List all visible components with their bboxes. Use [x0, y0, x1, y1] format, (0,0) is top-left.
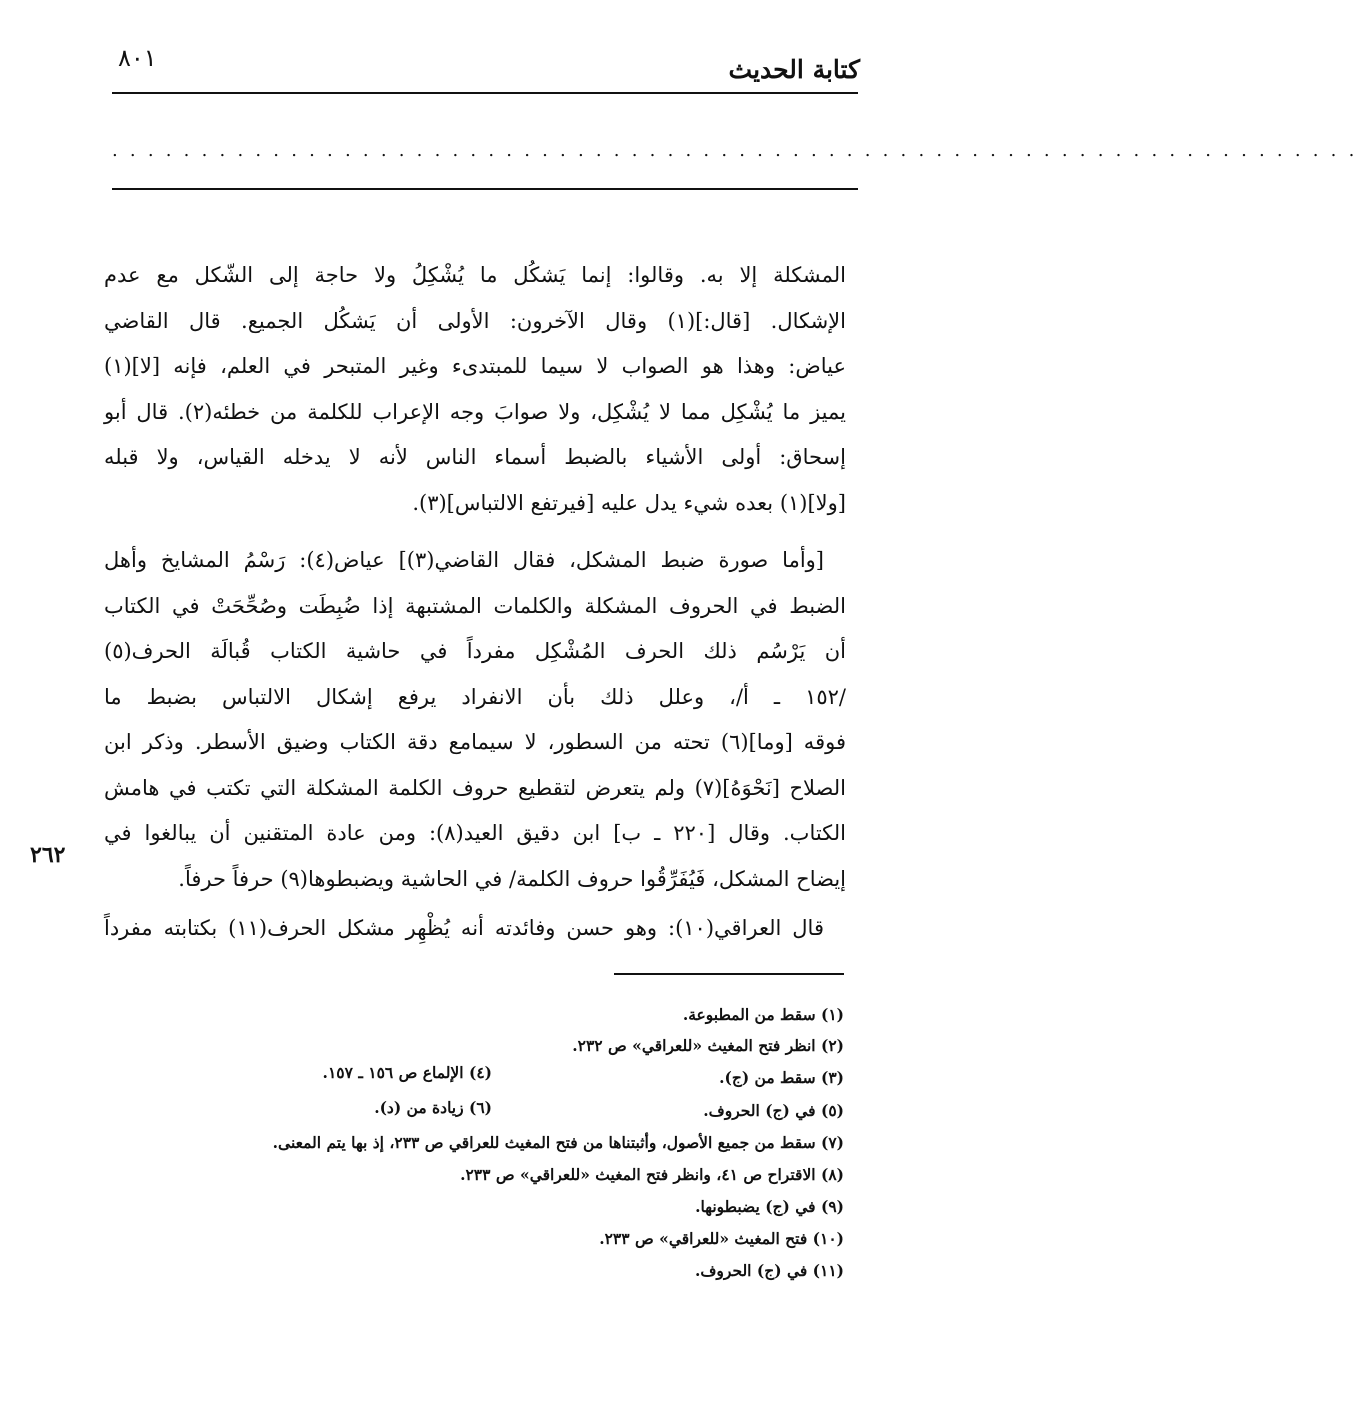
text-line: الإشكال. [قال:](١) وقال الآخرون: الأولى أن يَشكُل الجميع. قال القاضي [104, 309, 846, 333]
text-line: المشكلة إلا به. وقالوا: إنما يَشكُل ما يُشْكِلُ ولا حاجة إلى الشّكل مع عدم [104, 263, 846, 287]
text-line: إسحاق: أولى الأشياء بالضبط أسماء الناس لأنه لا يدخله القياس، ولا قبله [104, 445, 846, 469]
text-line: عياض: وهذا هو الصواب لا سيما للمبتدىء وغير المتبحر في العلم، فإنه [لا](١) [104, 354, 846, 378]
ellipsis-dots: ...................................................................... [112, 140, 1367, 161]
footnote: (٤) الإلماع ص ١٥٦ ـ ١٥٧. [322, 1063, 492, 1082]
page-number: ٨٠١ [118, 44, 157, 72]
text-line: يميز ما يُشْكِل مما لا يُشْكِل، ولا صوابَ وجه الإعراب للكلمة من خطئه(٢). قال أبو [104, 400, 846, 424]
text-line: الكتاب. وقال [٢٢٠ ـ ب] ابن دقيق العيد(٨): ومن عادة المتقنين أن يبالغوا في [104, 821, 847, 845]
header-rule [112, 92, 858, 94]
footnote: (٥) في (ج) الحروف. [703, 1101, 844, 1120]
section-rule [112, 188, 858, 190]
footnote-rule [614, 973, 844, 975]
footnote: (٢) انظر فتح المغيث «للعراقي» ص ٢٣٢. [572, 1036, 844, 1055]
text-line: إيضاح المشكل، فَيُفَرِّقُوا حروف الكلمة/ في الحاشية ويضبطوها(٩) حرفاً حرفاً. [178, 867, 846, 891]
footnote: (٨) الاقتراح ص ٤١، وانظر فتح المغيث «للعراقي» ص ٢٣٣. [460, 1165, 844, 1184]
text-line: [وأما صورة ضبط المشكل، فقال القاضي(٣)] عياض(٤): رَسْمُ المشايخ وأهل [104, 548, 824, 572]
footnote: (٦) زيادة من (د). [374, 1098, 492, 1117]
text-line: فوقه [وما](٦) تحته من السطور، لا سيمامع دقة الكتاب وضيق الأسطر. وذكر ابن [104, 730, 846, 754]
footnote: (٩) في (ج) يضبطونها. [695, 1197, 844, 1216]
footnote: (٣) سقط من (ج). [719, 1068, 844, 1087]
text-line: الصلاح [نَحْوَهُ](٧) ولم يتعرض لتقطيع حروف الكلمة المشكلة التي تكتب في هامش [104, 776, 846, 800]
margin-page-reference: ٢٦٢ [30, 842, 66, 868]
text-line: /١٥٢ ـ أ/، وعلل ذلك بأن الانفراد يرفع إشكال الالتباس بضبط ما [104, 685, 846, 709]
footnote: (١) سقط من المطبوعة. [682, 1005, 844, 1024]
text-line: [ولا](١) بعده شيء يدل عليه [فيرتفع الالتباس](٣). [412, 491, 846, 515]
running-title: كتابة الحديث [728, 55, 860, 84]
text-line: الضبط في الحروف المشكلة والكلمات المشتبهة إذا ضُبِطَت وصُحِّحَتْ في الكتاب [104, 594, 846, 618]
footnote: (٧) سقط من جميع الأصول، وأثبتناها من فتح المغيث للعراقي ص ٢٣٣، إذ بها يتم المعنى. [272, 1133, 844, 1152]
footnote: (١١) في (ج) الحروف. [694, 1261, 844, 1280]
footnote: (١٠) فتح المغيث «للعراقي» ص ٢٣٣. [599, 1229, 844, 1248]
text-line: قال العراقي(١٠): وهو حسن وفائدته أنه يُظْهِر مشكل الحرف(١١) بكتابته مفرداً [104, 916, 824, 940]
text-line: أن يَرْسُم ذلك الحرف المُشْكِل مفرداً في حاشية الكتاب قُبالَة الحرف(٥) [104, 639, 846, 663]
